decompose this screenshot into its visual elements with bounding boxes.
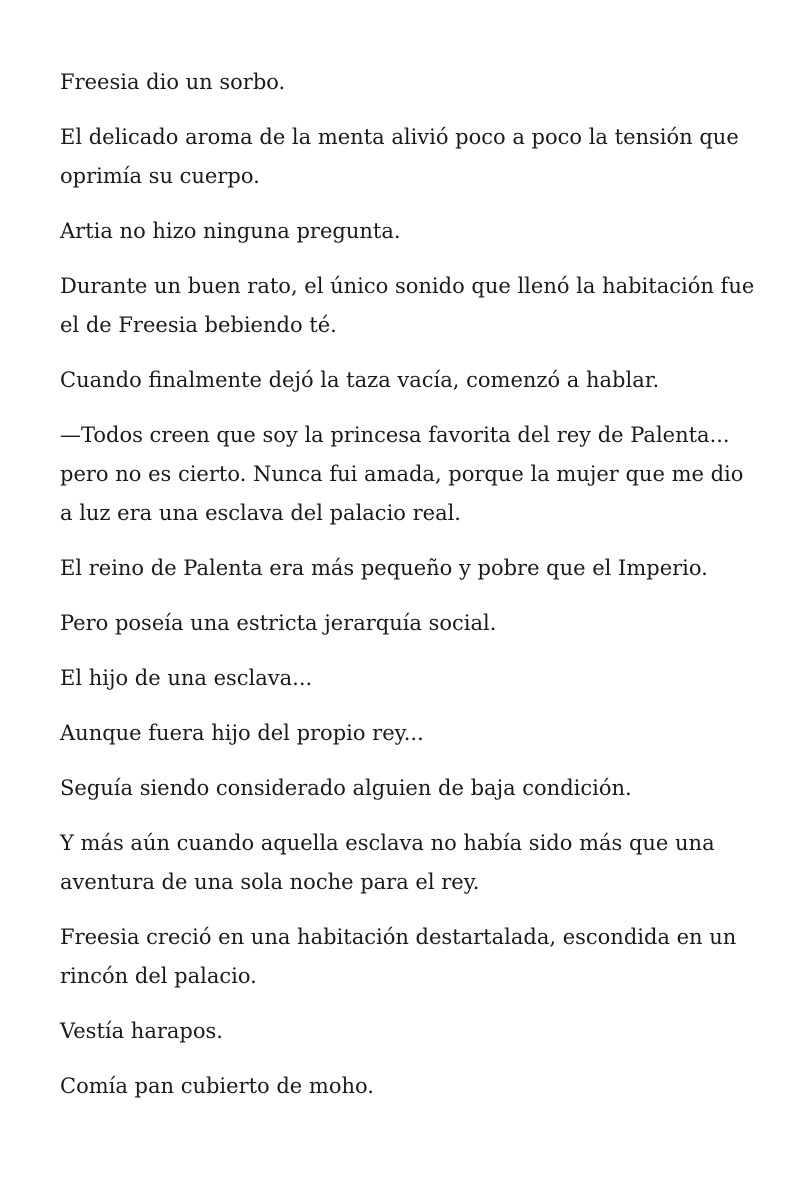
paragraph: Freesia creció en una habitación destartalada, escondida en un rincón del palacio.	[60, 925, 737, 988]
paragraph: El hijo de una esclava...	[60, 666, 313, 690]
paragraph: Freesia dio un sorbo.	[60, 70, 286, 94]
paragraph: Y más aún cuando aquella esclava no había sido más que una aventura de una sola noche para el rey.	[60, 831, 715, 894]
paragraph: Comía pan cubierto de moho.	[60, 1074, 374, 1098]
paragraph: Pero poseía una estricta jerarquía social.	[60, 611, 497, 635]
paragraph: Durante un buen rato, el único sonido que llenó la habitación fue el de Freesia bebiendo té.	[60, 274, 755, 337]
paragraph: Artia no hizo ninguna pregunta.	[60, 219, 401, 243]
document-page	[60, 63, 760, 1122]
paragraph: Cuando finalmente dejó la taza vacía, comenzó a hablar.	[60, 368, 660, 392]
paragraph: Seguía siendo considerado alguien de baja condición.	[60, 776, 632, 800]
paragraph: El delicado aroma de la menta alivió poco a poco la tensión que oprimía su cuerpo.	[60, 125, 739, 188]
paragraph: —Todos creen que soy la princesa favorita del rey de Palenta... pero no es cierto. Nunca fui amada, porque la mujer que me dio a luz era una esclava del palacio real.	[60, 423, 744, 525]
paragraph: Aunque fuera hijo del propio rey...	[60, 721, 424, 745]
paragraph: El reino de Palenta era más pequeño y pobre que el Imperio.	[60, 556, 708, 580]
paragraph: Vestía harapos.	[60, 1019, 223, 1043]
